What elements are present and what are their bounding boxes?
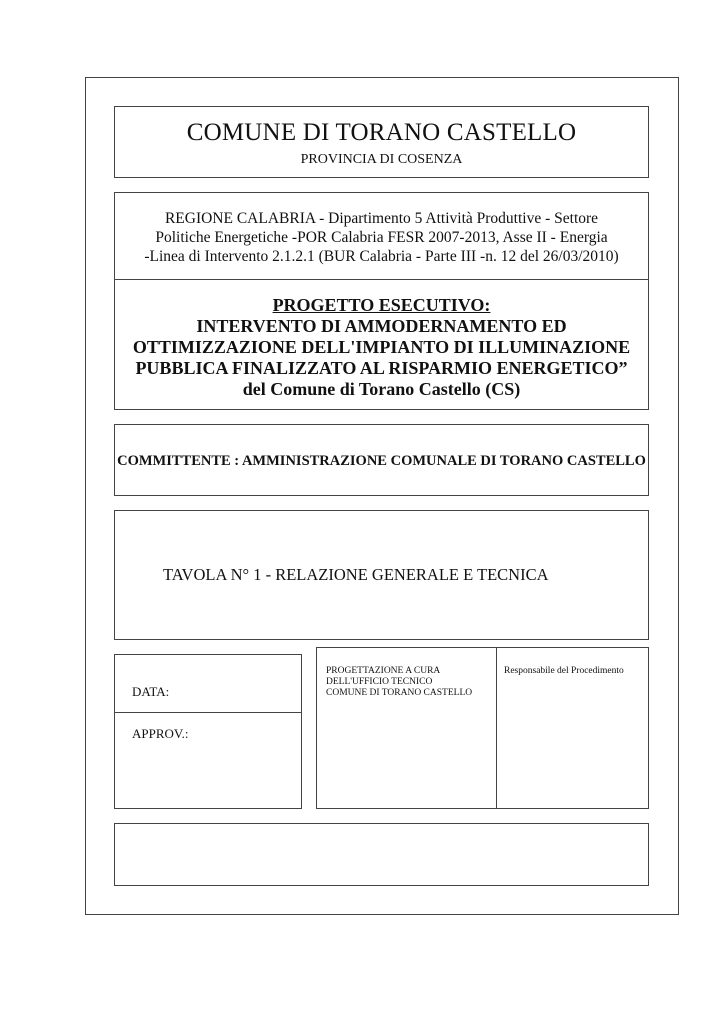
design-office-text	[326, 666, 472, 699]
project-block	[114, 279, 649, 410]
drawing-title-block	[114, 510, 649, 640]
project-line: del Comune di Torano Castello (CS)	[242, 379, 521, 399]
region-text	[115, 209, 648, 266]
design-office-line: DELL'UFFICIO TECNICO	[326, 677, 433, 687]
design-office-line: PROGETTAZIONE A CURA	[326, 666, 441, 676]
region-block	[114, 192, 649, 280]
title-block	[114, 106, 649, 178]
design-credits-block	[316, 647, 649, 809]
client-text: COMMITTENTE : AMMINISTRAZIONE COMUNALE DI TORANO CASTELLO	[117, 453, 646, 469]
region-line: -Linea di Intervento 2.1.2.1 (BUR Calabria - Parte III -n. 12 del 26/03/2010)	[144, 248, 619, 265]
client-block	[114, 424, 649, 496]
drawing-title: TAVOLA N° 1 - RELAZIONE GENERALE E TECNICA	[163, 565, 549, 584]
project-line: INTERVENTO DI AMMODERNAMENTO ED	[196, 316, 567, 336]
province-subtitle: PROVINCIA DI COSENZA	[300, 152, 463, 167]
approval-label: APPROV.:	[132, 726, 189, 741]
divider	[496, 648, 497, 808]
footer-block	[114, 823, 649, 886]
project-line: PUBBLICA FINALIZZATO AL RISPARMIO ENERGETICO”	[135, 358, 628, 378]
design-office-line: COMUNE DI TORANO CASTELLO	[326, 688, 473, 698]
project-line: OTTIMIZZAZIONE DELL'IMPIANTO DI ILLUMINAZIONE	[132, 337, 631, 357]
region-line: REGIONE CALABRIA - Dipartimento 5 Attività Produttive - Settore	[164, 210, 599, 227]
responsible-label: Responsabile del Procedimento	[504, 666, 624, 676]
date-approval-block	[114, 654, 302, 809]
project-heading: PROGETTO ESECUTIVO:	[272, 295, 491, 315]
date-label: DATA:	[132, 684, 170, 699]
municipality-title: COMUNE DI TORANO CASTELLO	[186, 119, 577, 146]
project-text	[115, 295, 648, 400]
divider	[115, 712, 301, 713]
region-line: Politiche Energetiche -POR Calabria FESR 2007-2013, Asse II - Energia	[155, 229, 608, 246]
